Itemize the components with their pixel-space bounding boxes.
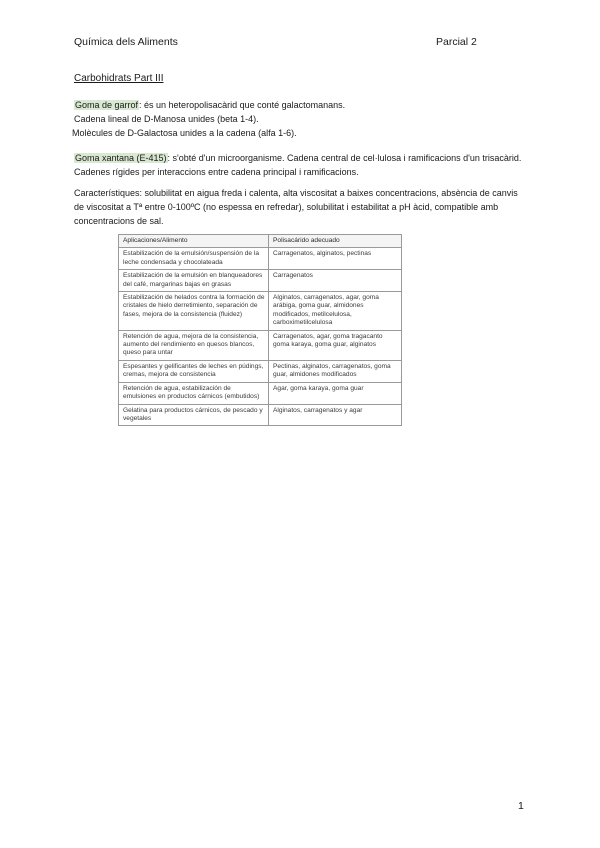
polysaccharide-applications-table xyxy=(118,234,402,426)
table-cell-application: Estabilización de helados contra la formación de cristales de hielo derretimiento, separación de fases, mejora de la consistencia (fluidez) xyxy=(119,292,269,331)
table-cell-polysaccharide: Alginatos, carragenatos y agar xyxy=(269,404,402,426)
table-cell-application: Gelatina para productos cárnicos, de pescado y vegetales xyxy=(119,404,269,426)
table-cell-application: Estabilización de la emulsión en blanqueadores del café, margarinas bajas en grasas xyxy=(119,270,269,292)
highlight-term-garrof: Goma de garrof xyxy=(75,100,139,110)
garrof-line-3: Molècules de D-Galactosa unides a la cadena (alfa 1-6). xyxy=(72,128,297,138)
header-exam-label: Parcial 2 xyxy=(436,36,477,48)
paragraph-goma-garrof xyxy=(74,98,345,140)
table-row xyxy=(119,382,402,404)
section-title: Carbohidrats Part III xyxy=(74,73,164,84)
table-row xyxy=(119,248,402,270)
table-cell-application: Retención de agua, mejora de la consistencia, aumento del rendimiento en quesos blancos, queso para untar xyxy=(119,330,269,360)
table-cell-polysaccharide: Agar, goma karaya, goma guar xyxy=(269,382,402,404)
table-cell-polysaccharide: Alginatos, carragenatos, agar, goma arábiga, goma guar, almidones modificados, metilcelulosa, carboximetilcelulosa xyxy=(269,292,402,331)
table-row xyxy=(119,270,402,292)
table-cell-polysaccharide: Carragenatos, agar, goma tragacanto goma karaya, goma guar, alginatos xyxy=(269,330,402,360)
table-row xyxy=(119,292,402,331)
table-cell-application: Espesantes y gelificantes de leches en púdings, cremas, mejora de consistencia xyxy=(119,360,269,382)
table-header-row xyxy=(119,235,402,248)
garrof-line-2: Cadena lineal de D-Manosa unides (beta 1-4). xyxy=(74,114,259,124)
table-row xyxy=(119,404,402,426)
caract-line-3: concentracions de sal. xyxy=(74,216,164,226)
table-row xyxy=(119,360,402,382)
table-row xyxy=(119,330,402,360)
table-cell-application: Retención de agua, estabilización de emulsiones en productos cárnicos (embutidos) xyxy=(119,382,269,404)
xantana-definition: : s'obté d'un microorganisme. Cadena central de cel·lulosa i ramificacions d'un trisacàrid. xyxy=(167,153,522,163)
xantana-line-2: Cadenes rígides per interaccions entre cadena principal i ramificacions. xyxy=(74,167,359,177)
page-number: 1 xyxy=(518,800,524,812)
column-header-aplicaciones: Aplicaciones/Alimento xyxy=(119,235,269,248)
caract-line-2: de viscositat a Tª entre 0-100ºC (no espessa en refredar), solubilitat i estabilitat a pH àcid, compatible amb xyxy=(74,202,499,212)
column-header-polisacarido: Polisacárido adecuado xyxy=(269,235,402,248)
table-cell-application: Estabilización de la emulsión/suspensión de la leche condensada y chocolateada xyxy=(119,248,269,270)
highlight-term-xantana: Goma xantana (E-415) xyxy=(75,153,167,163)
garrof-definition: : és un heteropolisacàrid que conté galactomanans. xyxy=(139,100,346,110)
paragraph-caracteristiques xyxy=(74,186,518,228)
header-course-title: Química dels Aliments xyxy=(74,36,178,48)
table-cell-polysaccharide: Pectinas, alginatos, carragenatos, goma guar, almidones modificados xyxy=(269,360,402,382)
table-cell-polysaccharide: Carragenatos, alginatos, pectinas xyxy=(269,248,402,270)
table-cell-polysaccharide: Carragenatos xyxy=(269,270,402,292)
paragraph-goma-xantana xyxy=(74,151,521,179)
caract-line-1: Característiques: solubilitat en aigua freda i calenta, alta viscositat a baixes concentracions, absència de canvis xyxy=(74,188,518,198)
